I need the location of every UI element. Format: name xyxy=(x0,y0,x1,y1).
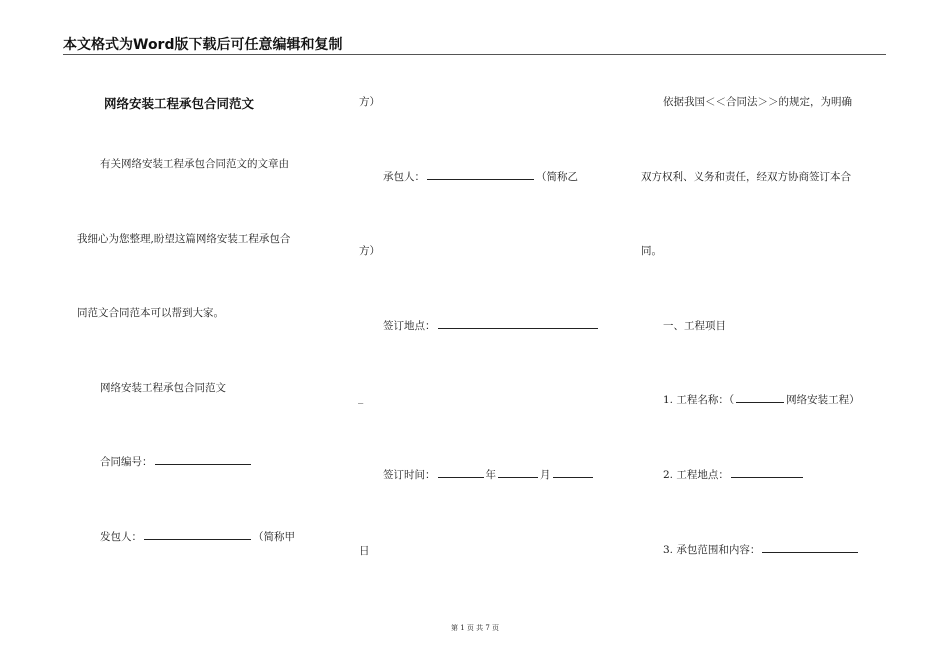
project-name-value: 网络安装工程） xyxy=(786,394,860,406)
intro-line-3: 同范文合同范本可以帮到大家。 xyxy=(77,307,224,319)
intro-line-1: 有关网络安装工程承包合同范文的文章由 xyxy=(100,158,289,170)
project-scope-blank xyxy=(762,542,858,553)
project-location-field xyxy=(663,467,805,482)
party-b-label: 承包人： xyxy=(383,171,425,183)
project-scope-field xyxy=(663,542,860,557)
day-label: 日 xyxy=(359,545,370,557)
project-name-field xyxy=(663,392,860,407)
year-label: 年 xyxy=(485,469,496,481)
project-location-blank xyxy=(731,467,803,478)
party-b-suffix: （简称乙 xyxy=(536,171,578,183)
basis-line-1: 依据我国＜＜合同法＞＞的规定，为明确 xyxy=(663,96,852,108)
sign-time-label: 签订时间： xyxy=(383,469,436,481)
day-blank xyxy=(553,467,593,478)
page-footer: 第 1 页 共 7 页 xyxy=(450,624,500,632)
document-title: 网络安装工程承包合同范文 xyxy=(104,96,255,111)
party-b-field xyxy=(383,169,578,184)
basis-line-3: 同。 xyxy=(641,245,662,257)
project-location-label: 2. 工程地点： xyxy=(663,469,729,481)
contract-number-label: 合同编号： xyxy=(100,456,153,468)
party-a-continuation: 方） xyxy=(359,96,380,108)
sign-place-field xyxy=(383,318,600,333)
party-a-label: 发包人： xyxy=(100,531,142,543)
month-blank xyxy=(498,467,538,478)
intro-line-2: 我细心为您整理,盼望这篇网络安装工程承包合 xyxy=(77,233,291,245)
party-a-blank xyxy=(144,529,251,540)
sign-place-continuation: _ xyxy=(358,392,364,404)
party-b-blank xyxy=(427,169,534,180)
project-name-blank xyxy=(736,392,784,403)
sign-place-label: 签订地点： xyxy=(383,320,436,332)
contract-number-blank xyxy=(155,454,251,465)
sign-time-field xyxy=(383,467,595,482)
project-name-label: 1. 工程名称：（ xyxy=(663,394,735,406)
basis-line-2: 双方权利、义务和责任，经双方协商签订本合 xyxy=(641,171,851,183)
month-label: 月 xyxy=(540,469,551,481)
header-title: 本文格式为Word版下载后可任意编辑和复制 xyxy=(63,37,343,53)
project-scope-label: 3. 承包范围和内容： xyxy=(663,544,761,556)
sign-place-blank xyxy=(438,318,598,329)
year-blank xyxy=(438,467,484,478)
contract-number-field xyxy=(100,454,253,469)
party-a-field xyxy=(100,529,295,544)
section-project-heading: 一、工程项目 xyxy=(663,320,726,332)
party-a-suffix: （简称甲 xyxy=(253,531,295,543)
page-header xyxy=(63,34,886,55)
contract-subtitle: 网络安装工程承包合同范文 xyxy=(100,382,226,394)
party-b-continuation: 方） xyxy=(359,245,380,257)
